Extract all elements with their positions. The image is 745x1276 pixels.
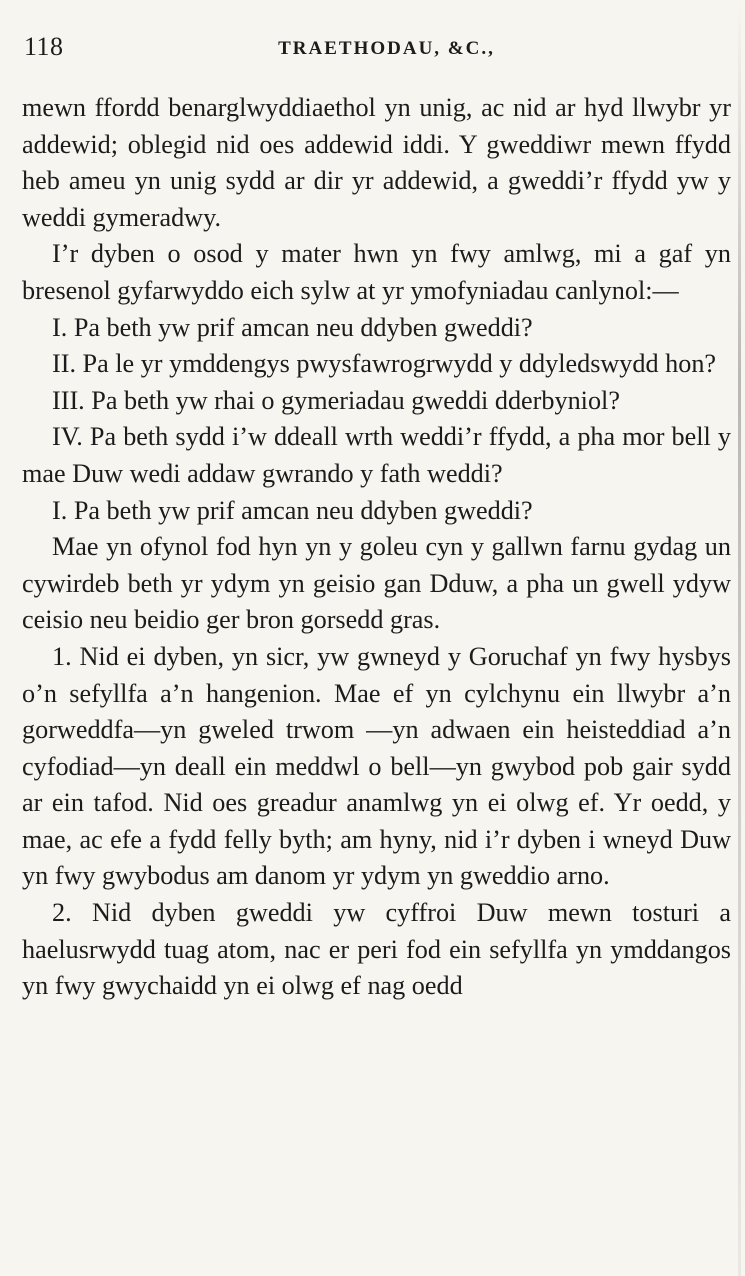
- question-2: II. Pa le yr ymddengys pwysfawrogrwydd y ddyledswydd hon?: [52, 349, 717, 379]
- question-4: IV. Pa beth sydd i’w ddeall wrth weddi’r ffydd, a pha mor bell y mae Duw wedi addaw gwrando y fath weddi?: [22, 422, 731, 488]
- paragraph-2: I’r dyben o osod y mater hwn yn fwy amlwg, mi a gaf yn bresenol gyfarwyddo eich sylw at yr ymofyniadau canlynol:—: [22, 239, 731, 305]
- body-text: [22, 90, 731, 1005]
- question-1: I. Pa beth yw prif amcan neu ddyben gweddi?: [52, 312, 533, 342]
- paragraph-point-1: 1. Nid ei dyben, yn sicr, yw gwneyd y Goruchaf yn fwy hysbys o’n sefyllfa a’n hangenion. Mae ef yn cylchynu ein llwybr a’n gorweddfa—yn gweled trwom —yn adwaen ein heisteddiad a’n cyfodiad—yn deall ein meddwl o bell—yn gwybod pob gair sydd ar ein tafod. Nid oes greadur anamlwg yn ei olwg ef. Yr oedd, y mae, ac efe a fydd felly byth; am hyny, nid i’r dyben i wneyd Duw yn fwy gwybodus am danom yr ydym yn gweddio arno.: [22, 641, 731, 891]
- paragraph-3: Mae yn ofynol fod hyn yn y goleu cyn y gallwn farnu gydag un cywirdeb beth yr ydym yn geisio gan Dduw, a pha un gwell ydyw ceisio neu beidio ger bron gorsedd gras.: [22, 532, 731, 635]
- page-edge-shadow: [738, 0, 741, 1276]
- question-3: III. Pa beth yw rhai o gymeriadau gweddi dderbyniol?: [52, 385, 620, 415]
- paragraph-1: mewn ffordd benarglwyddiaethol yn unig, ac nid ar hyd llwybr yr addewid; oblegid nid oes addewid iddi. Y gweddiwr mewn ffydd heb ameu yn unig sydd ar dir yr addewid, a gweddi’r ffydd yw y weddi gymeradwy.: [22, 93, 731, 232]
- page-number: 118: [24, 32, 64, 61]
- section-heading-1: I. Pa beth yw prif amcan neu ddyben gweddi?: [52, 495, 533, 525]
- running-head: [22, 28, 731, 72]
- running-title: TRAETHODAU, &C.,: [278, 38, 495, 59]
- paragraph-point-2: 2. Nid dyben gweddi yw cyffroi Duw mewn tosturi a haelusrwydd tuag atom, nac er peri fod ein sefyllfa yn ymddangos yn fwy gwychaidd yn ei olwg ef nag oedd: [22, 898, 731, 1001]
